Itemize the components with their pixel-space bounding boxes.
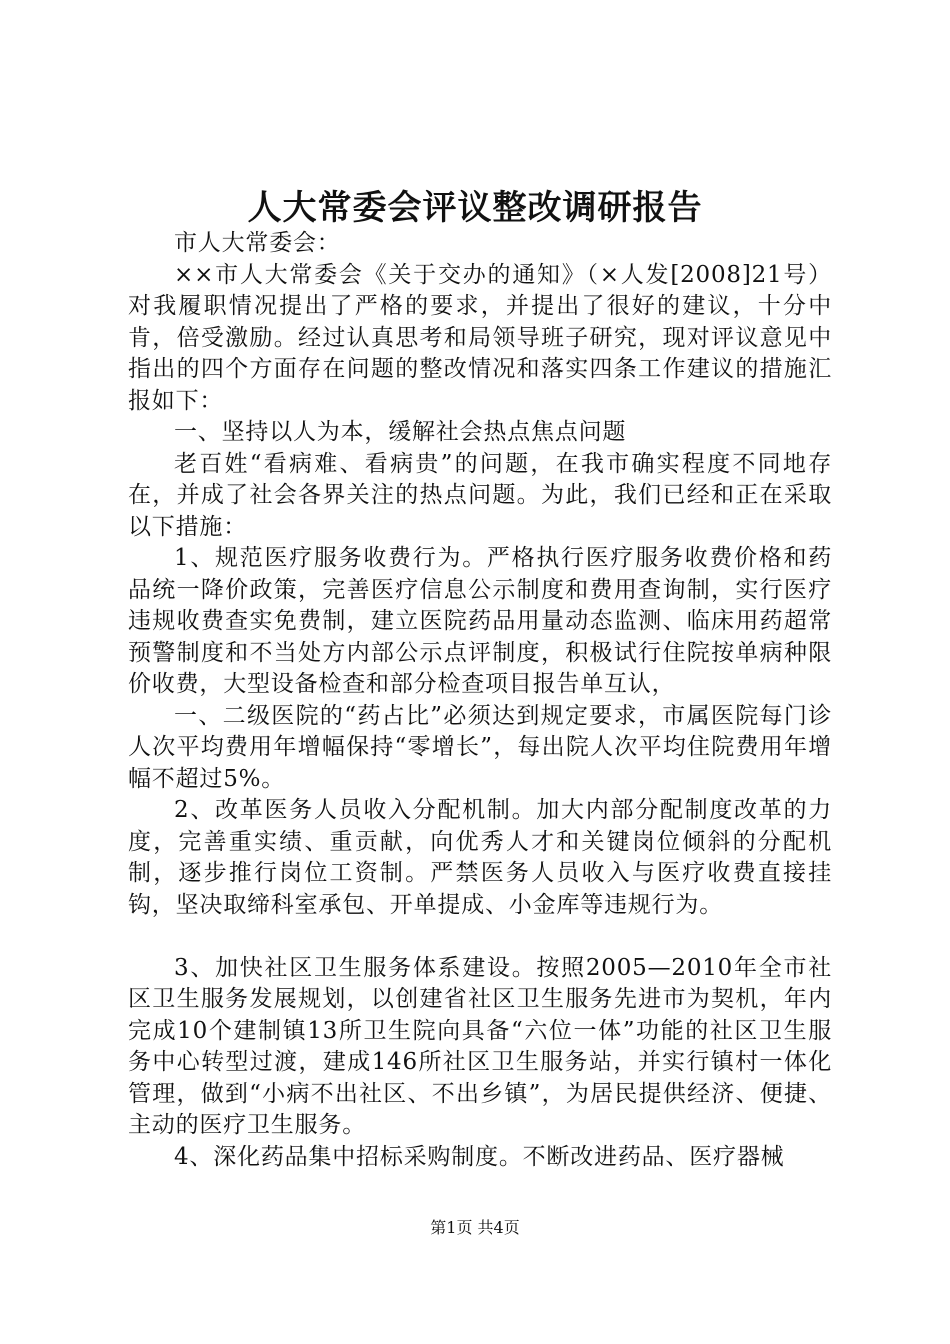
paragraph-measure-2: 2、改革医务人员收入分配机制。加大内部分配制度改革的力度，完善重实绩、重贡献，向优秀人才和关键岗位倾斜的分配机制，逐步推行岗位工资制。严禁医务人员收入与医疗收费直接挂钩，坚决取缔科室承包、开单提成、小金库等违规行为。 [128,797,832,918]
paragraph-intro: ××市人大常委会《关于交办的通知》（×人发[2008]21号）对我履职情况提出了严格的要求，并提出了很好的建议，十分中肯，倍受激励。经过认真思考和局领导班子研究，现对评议意见中指出的四个方面存在问题的整改情况和落实四条工作建议的措施汇报如下： [128,261,832,414]
section-heading-1: 一、坚持以人为本，缓解社会热点焦点问题 [174,419,627,445]
salutation: 市人大常委会： [174,230,341,256]
document-title: 人大常委会评议整改调研报告 [247,188,703,228]
paragraph-measure-4: 4、深化药品集中招标采购制度。不断改进药品、医疗器械 [174,1143,785,1170]
paragraph-measure-3: 3、加快社区卫生服务体系建设。按照2005—2010年全市社区卫生服务发展规划，以创建省社区卫生服务先进市为契机，年内完成10个建制镇13所卫生院向具备“六位一体”功能的社区卫生服务中心转型过渡，建成146所社区卫生服务站，并实行镇村一体化管理，做到“小病不出社区、不出乡镇”，为居民提供经济、便捷、主动的医疗卫生服务。 [128,954,832,1138]
page-number-footer: 第1页 共4页 [430,1218,520,1237]
paragraph-measure-1: 1、规范医疗服务收费行为。严格执行医疗服务收费价格和药品统一降价政策，完善医疗信息公示制度和费用查询制，实行医疗违规收费查实免费制，建立医院药品用量动态监测、临床用药超常预警制度和不当处方内部公示点评制度，积极试行住院按单病种限价收费，大型设备检查和部分检查项目报告单互认， [128,545,832,697]
paragraph-background: 老百姓“看病难、看病贵”的问题，在我市确实程度不同地存在，并成了社会各界关注的热点问题。为此，我们已经和正在采取以下措施： [128,450,832,540]
paragraph-measure-1-continued: 一、二级医院的“药占比”必须达到规定要求，市属医院每门诊人次平均费用年增幅保持“零增长”，每出院人次平均住院费用年增幅不超过5%。 [128,702,832,792]
document-body [128,228,832,1173]
